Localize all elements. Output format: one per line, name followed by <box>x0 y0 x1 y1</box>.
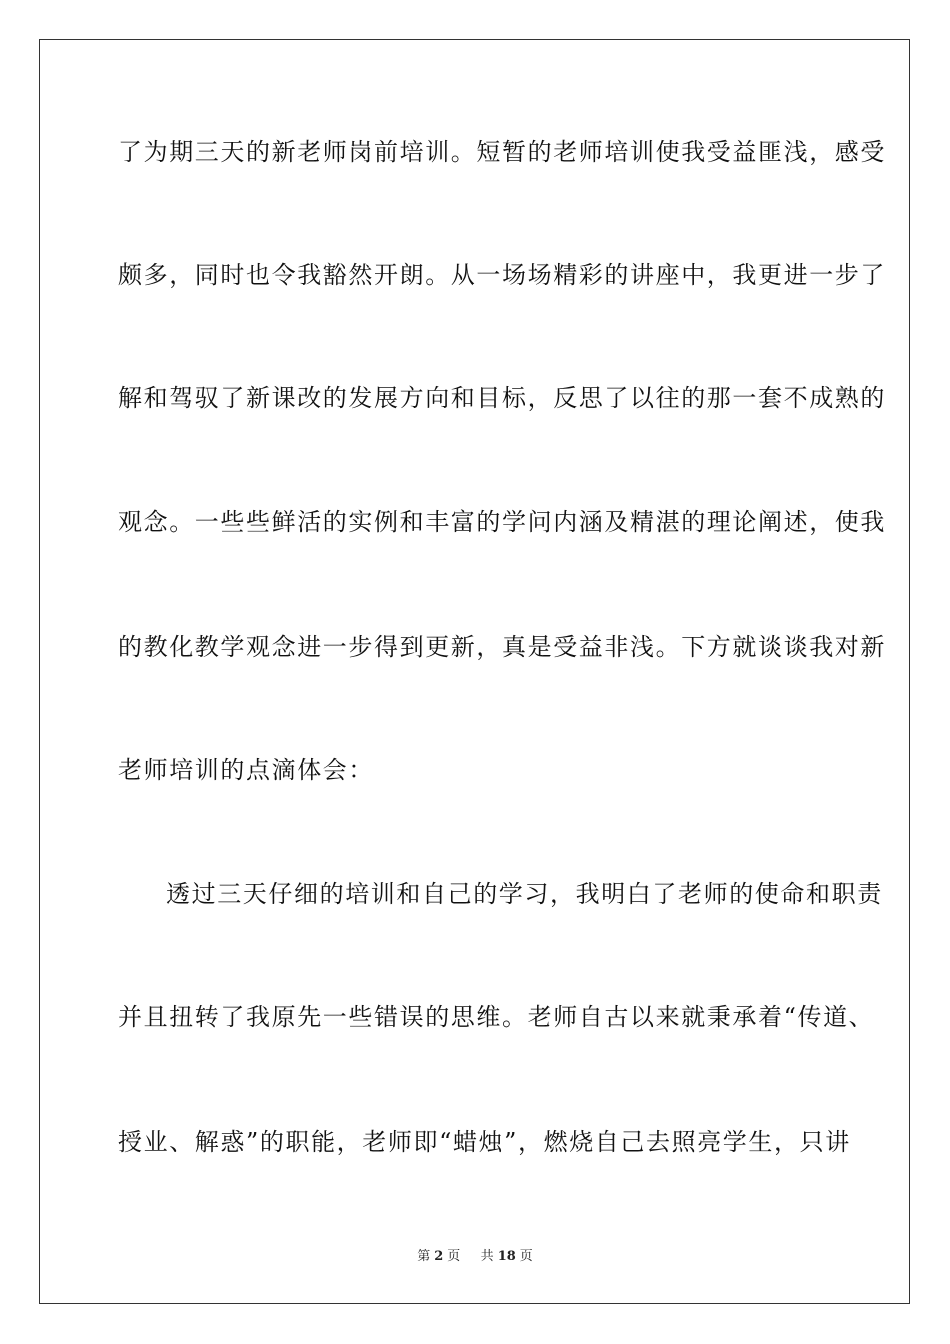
paragraph-line: 老师培训的点滴体会： <box>118 756 374 784</box>
paragraph-line: 的教化教学观念进一步得到更新，真是受益非浅。下方就谈谈我对新 <box>118 633 886 661</box>
paragraph-line-indented: 透过三天仔细的培训和自己的学习，我明白了老师的使命和职责 <box>166 880 883 908</box>
paragraph-line: 了为期三天的新老师岗前培训。短暂的老师培训使我受益匪浅，感受 <box>118 138 886 166</box>
paragraph-line: 解和驾驭了新课改的发展方向和目标，反思了以往的那一套不成熟的 <box>118 384 886 412</box>
page-border <box>39 39 910 1304</box>
paragraph-line: 颇多，同时也令我豁然开朗。从一场场精彩的讲座中，我更进一步了 <box>118 261 886 289</box>
paragraph-line: 观念。一些些鲜活的实例和丰富的学问内涵及精湛的理论阐述，使我 <box>118 508 886 536</box>
page-footer <box>0 1249 950 1265</box>
page-number: 第 2 页 <box>417 1249 461 1264</box>
page-total: 共 18 页 <box>480 1249 533 1264</box>
paragraph-line: 授业、解惑”的职能，老师即“蜡烛”，燃烧自己去照亮学生，只讲 <box>118 1128 851 1156</box>
paragraph-line: 并且扭转了我原先一些错误的思维。老师自古以来就秉承着“传道、 <box>118 1003 875 1031</box>
